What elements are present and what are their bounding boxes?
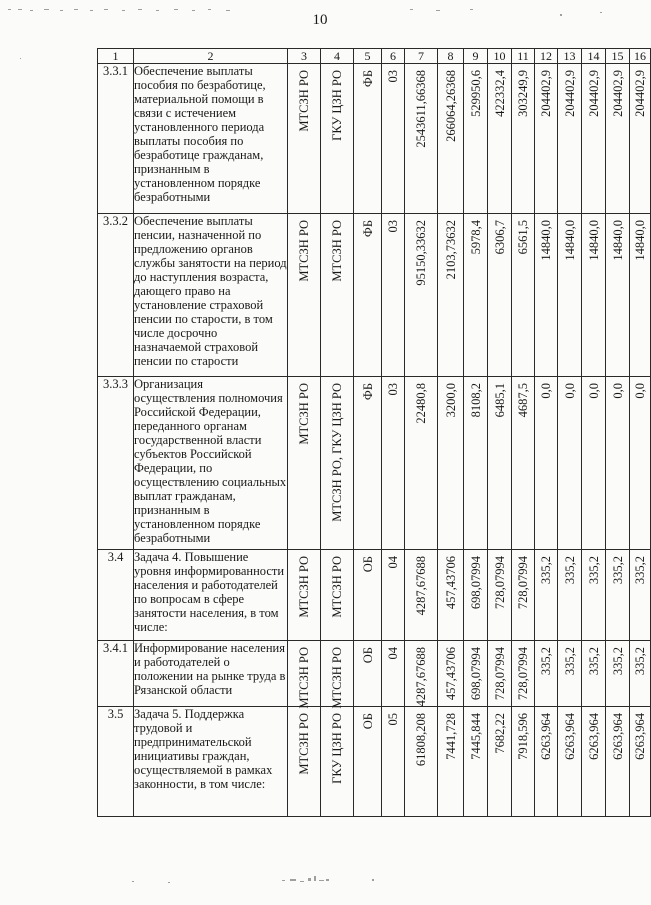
- row-description: Задача 5. Поддержка трудовой и предпринимательской инициативы граждан, осуществляемой в рамках законности, в том числе:: [134, 707, 288, 817]
- cell-value: 61808,208: [414, 713, 428, 767]
- cell-value: 728,07994: [492, 647, 507, 701]
- table-cell-col-16: [630, 64, 651, 214]
- cell-value: 4687,5: [516, 383, 530, 418]
- cell-value: ФБ: [360, 220, 375, 238]
- column-header-12: 12: [535, 49, 558, 64]
- cell-value: 457,43706: [443, 647, 458, 701]
- cell-value: 698,07994: [468, 556, 483, 610]
- table-cell-col-9: [464, 377, 488, 550]
- table-cell-col-10: [488, 550, 512, 641]
- column-header-14: 14: [582, 49, 606, 64]
- cell-value: 335,2: [562, 647, 577, 676]
- cell-value: 14840,0: [610, 220, 625, 261]
- column-header-16: 16: [630, 49, 651, 64]
- cell-value: 335,2: [586, 556, 601, 585]
- cell-value: 03: [386, 383, 400, 396]
- table-cell-col-11: [512, 64, 535, 214]
- page-number: 10: [312, 12, 328, 28]
- table-cell-col-9: [464, 550, 488, 641]
- table-cell-col-13: [558, 64, 582, 214]
- table-cell-col-3: [288, 550, 321, 641]
- table-cell-col-5: [354, 550, 382, 641]
- cell-value: 335,2: [610, 647, 625, 676]
- row-number: 3.4.1: [98, 641, 134, 707]
- table-cell-col-14: [582, 64, 606, 214]
- row-description: Обеспечение выплаты пособия по безработице, материальной помощи в связи с истечением установленного периода выплаты пособия по безработице гражданам, признанным в установленном порядке безработными: [134, 64, 288, 214]
- cell-value: 95150,33632: [414, 220, 428, 286]
- table-cell-col-14: [582, 214, 606, 377]
- table-cell-col-12: [535, 214, 558, 377]
- cell-value: 698,07994: [468, 647, 483, 701]
- column-header-10: 10: [488, 49, 512, 64]
- table-cell-col-5: [354, 707, 382, 817]
- column-header-6: 6: [382, 49, 405, 64]
- cell-value: 5978,4: [468, 220, 483, 255]
- table-cell-col-4: [321, 64, 354, 214]
- cell-value: 204402,9: [539, 70, 553, 117]
- table-cell-col-3: [288, 707, 321, 817]
- cell-value: МТСЗН РО: [330, 556, 344, 618]
- table-cell-col-7: [405, 64, 438, 214]
- table-cell-col-14: [582, 641, 606, 707]
- row-description: Задача 4. Повышение уровня информированности населения и работодателей по вопросам в сфере занятости населения, в том числе:: [134, 550, 288, 641]
- table-cell-col-15: [606, 377, 630, 550]
- cell-value: 14840,0: [586, 220, 601, 261]
- table-row: [98, 550, 651, 641]
- cell-value: 0,0: [562, 383, 577, 399]
- table-cell-col-8: [438, 641, 464, 707]
- cell-value: ГКУ ЦЗН РО: [330, 713, 344, 784]
- column-header-2: 2: [134, 49, 288, 64]
- cell-value: 03: [386, 220, 400, 233]
- table-cell-col-8: [438, 707, 464, 817]
- table-cell-col-4: [321, 214, 354, 377]
- table-cell-col-3: [288, 641, 321, 707]
- cell-value: МТСЗН РО: [297, 220, 311, 282]
- column-header-4: 4: [321, 49, 354, 64]
- cell-value: 204402,9: [633, 70, 647, 117]
- table-cell-col-14: [582, 550, 606, 641]
- column-header-13: 13: [558, 49, 582, 64]
- cell-value: 2543611,66368: [414, 70, 428, 148]
- cell-value: ФБ: [360, 70, 375, 88]
- cell-value: 14840,0: [633, 220, 647, 261]
- table-cell-col-10: [488, 64, 512, 214]
- table-cell-col-11: [512, 707, 535, 817]
- cell-value: 04: [386, 647, 400, 660]
- cell-value: 6263,964: [633, 713, 647, 760]
- cell-value: 04: [386, 556, 400, 569]
- table-cell-col-16: [630, 214, 651, 377]
- row-description: Организация осуществления полномочия Российской Федерации, переданного органам государственной власти субъектов Российской Федерации, по осуществлению социальных выплат гражданам, признанным в установленном порядке безработными: [134, 377, 288, 550]
- table-cell-col-7: [405, 377, 438, 550]
- cell-value: 335,2: [586, 647, 601, 676]
- table-cell-col-11: [512, 550, 535, 641]
- cell-value: МТСЗН РО: [297, 556, 311, 618]
- cell-value: МТСЗН РО: [297, 70, 311, 132]
- table-cell-col-9: [464, 707, 488, 817]
- table-cell-col-14: [582, 377, 606, 550]
- cell-value: 728,07994: [516, 647, 530, 701]
- table-cell-col-7: [405, 550, 438, 641]
- table-cell-col-7: [405, 707, 438, 817]
- cell-value: 4287,67688: [414, 647, 428, 707]
- table-cell-col-6: [382, 377, 405, 550]
- cell-value: ОБ: [360, 556, 375, 573]
- table-cell-col-4: [321, 707, 354, 817]
- cell-value: 6263,964: [586, 713, 601, 760]
- cell-value: 6485,1: [492, 383, 507, 418]
- cell-value: 2103,73632: [443, 220, 458, 280]
- table-row: [98, 64, 651, 214]
- table-cell-col-12: [535, 707, 558, 817]
- cell-value: 8108,2: [468, 383, 483, 418]
- table-cell-col-10: [488, 377, 512, 550]
- table-cell-col-8: [438, 550, 464, 641]
- table-cell-col-6: [382, 641, 405, 707]
- cell-value: 14840,0: [539, 220, 553, 261]
- cell-value: 204402,9: [586, 70, 601, 117]
- table-cell-col-9: [464, 64, 488, 214]
- cell-value: 6263,964: [610, 713, 625, 760]
- table-cell-col-12: [535, 64, 558, 214]
- table-cell-col-6: [382, 707, 405, 817]
- data-table: [97, 48, 651, 817]
- cell-value: 6263,964: [562, 713, 577, 760]
- cell-value: 335,2: [539, 556, 553, 585]
- column-header-1: 1: [98, 49, 134, 64]
- cell-value: 6306,7: [492, 220, 507, 255]
- cell-value: МТСЗН РО: [297, 647, 311, 709]
- cell-value: 7682,22: [492, 713, 507, 754]
- cell-value: 7445,844: [468, 713, 483, 760]
- cell-value: 204402,9: [610, 70, 625, 117]
- cell-value: МТСЗН РО: [330, 647, 344, 709]
- cell-value: 3200,0: [443, 383, 458, 418]
- table-cell-col-15: [606, 641, 630, 707]
- cell-value: 14840,0: [562, 220, 577, 261]
- cell-value: 22480,8: [414, 383, 428, 424]
- cell-value: 457,43706: [443, 556, 458, 610]
- column-header-15: 15: [606, 49, 630, 64]
- table-cell-col-15: [606, 64, 630, 214]
- cell-value: 7441,728: [443, 713, 458, 760]
- table-cell-col-8: [438, 377, 464, 550]
- cell-value: 335,2: [562, 556, 577, 585]
- table-cell-col-12: [535, 377, 558, 550]
- table-row: [98, 214, 651, 377]
- table-cell-col-16: [630, 550, 651, 641]
- table-cell-col-7: [405, 214, 438, 377]
- table-cell-col-3: [288, 377, 321, 550]
- cell-value: МТСЗН РО, ГКУ ЦЗН РО: [330, 383, 344, 522]
- table-cell-col-15: [606, 550, 630, 641]
- table-cell-col-11: [512, 377, 535, 550]
- row-number: 3.4: [98, 550, 134, 641]
- cell-value: 303249,9: [516, 70, 530, 117]
- row-number: 3.3.3: [98, 377, 134, 550]
- column-header-5: 5: [354, 49, 382, 64]
- cell-value: ОБ: [360, 647, 375, 664]
- cell-value: 05: [386, 713, 400, 726]
- table-row: [98, 641, 651, 707]
- table-cell-col-10: [488, 707, 512, 817]
- table-cell-col-3: [288, 214, 321, 377]
- column-header-9: 9: [464, 49, 488, 64]
- cell-value: 728,07994: [492, 556, 507, 610]
- cell-value: 335,2: [633, 556, 647, 585]
- cell-value: 0,0: [633, 383, 647, 399]
- table-cell-col-11: [512, 214, 535, 377]
- cell-value: 529950,6: [468, 70, 483, 117]
- table-cell-col-3: [288, 64, 321, 214]
- cell-value: ОБ: [360, 713, 375, 730]
- table-cell-col-5: [354, 377, 382, 550]
- table-cell-col-13: [558, 707, 582, 817]
- cell-value: 422332,4: [492, 70, 507, 117]
- cell-value: МТСЗН РО: [330, 220, 344, 282]
- cell-value: 335,2: [610, 556, 625, 585]
- table-cell-col-16: [630, 377, 651, 550]
- row-description: Обеспечение выплаты пенсии, назначенной по предложению органов службы занятости на период до наступления возраста, дающего право на установление страховой пенсии по старости, в том числе досрочно назначаемой страховой пенсии по старости: [134, 214, 288, 377]
- table-cell-col-10: [488, 214, 512, 377]
- cell-value: ГКУ ЦЗН РО: [330, 70, 344, 141]
- column-header-11: 11: [512, 49, 535, 64]
- cell-value: 335,2: [633, 647, 647, 676]
- table-cell-col-10: [488, 641, 512, 707]
- table-cell-col-4: [321, 550, 354, 641]
- table-cell-col-16: [630, 707, 651, 817]
- cell-value: 266064,26368: [443, 70, 458, 142]
- cell-value: 728,07994: [516, 556, 530, 610]
- table-cell-col-12: [535, 641, 558, 707]
- table-cell-col-9: [464, 214, 488, 377]
- cell-value: 7918,596: [516, 713, 530, 760]
- table-row: [98, 377, 651, 550]
- table-cell-col-11: [512, 641, 535, 707]
- table-cell-col-4: [321, 641, 354, 707]
- cell-value: 4287,67688: [414, 556, 428, 616]
- cell-value: МТСЗН РО: [297, 713, 311, 775]
- table-cell-col-5: [354, 214, 382, 377]
- table-cell-col-15: [606, 214, 630, 377]
- table-cell-col-8: [438, 64, 464, 214]
- table-cell-col-13: [558, 641, 582, 707]
- table-cell-col-13: [558, 550, 582, 641]
- cell-value: 6263,964: [539, 713, 553, 760]
- cell-value: 0,0: [539, 383, 553, 399]
- table-cell-col-7: [405, 641, 438, 707]
- cell-value: 6561,5: [516, 220, 530, 255]
- table-cell-col-9: [464, 641, 488, 707]
- column-header-7: 7: [405, 49, 438, 64]
- row-description: Информирование населения и работодателей о положении на рынке труда в Рязанской области: [134, 641, 288, 707]
- table-cell-col-5: [354, 641, 382, 707]
- table-cell-col-12: [535, 550, 558, 641]
- table-cell-col-6: [382, 550, 405, 641]
- table-row: [98, 707, 651, 817]
- row-number: 3.3.2: [98, 214, 134, 377]
- column-header-3: 3: [288, 49, 321, 64]
- table-cell-col-15: [606, 707, 630, 817]
- table-cell-col-14: [582, 707, 606, 817]
- table-cell-col-16: [630, 641, 651, 707]
- table-cell-col-5: [354, 64, 382, 214]
- cell-value: 204402,9: [562, 70, 577, 117]
- table-cell-col-8: [438, 214, 464, 377]
- header-row: [98, 49, 651, 64]
- cell-value: 0,0: [586, 383, 601, 399]
- cell-value: 03: [386, 70, 400, 83]
- cell-value: 0,0: [610, 383, 625, 399]
- cell-value: ФБ: [360, 383, 375, 401]
- cell-value: МТСЗН РО: [297, 383, 311, 445]
- row-number: 3.3.1: [98, 64, 134, 214]
- table-cell-col-4: [321, 377, 354, 550]
- column-header-8: 8: [438, 49, 464, 64]
- row-number: 3.5: [98, 707, 134, 817]
- table-cell-col-13: [558, 214, 582, 377]
- table-cell-col-13: [558, 377, 582, 550]
- table-cell-col-6: [382, 64, 405, 214]
- cell-value: 335,2: [539, 647, 553, 676]
- table-cell-col-6: [382, 214, 405, 377]
